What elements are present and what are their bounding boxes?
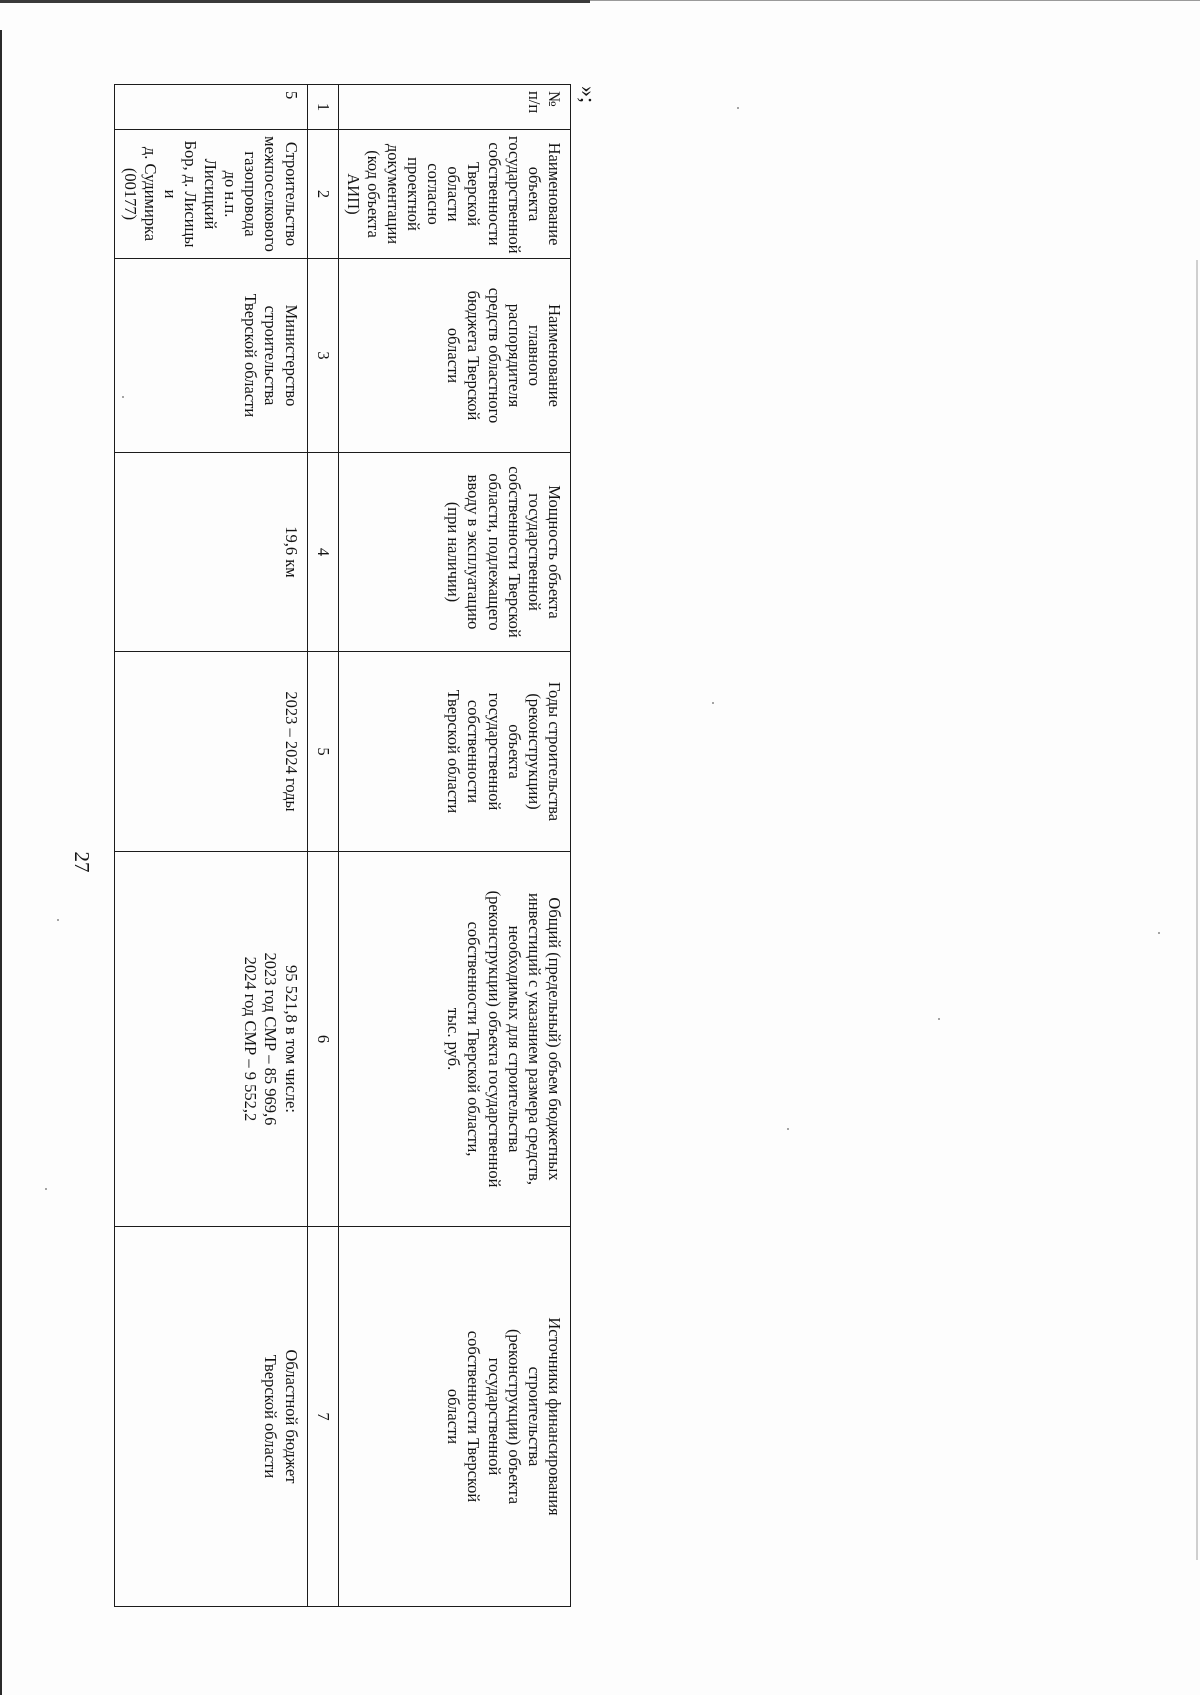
column-number-cell: 5 xyxy=(307,652,338,852)
header-cell-manager: Наименование главного распорядителя средств областного бюджета Тверской области xyxy=(338,259,570,453)
page-number: 27 xyxy=(70,851,94,873)
funding-source-cell: Областной бюджет Тверской области xyxy=(115,1227,307,1607)
scan-speck xyxy=(1158,932,1160,934)
scan-speck xyxy=(45,1188,47,1190)
header-cell-funding-source: Источники финансирования строительства (реконструкции) объекта государственной собственности Тверской области xyxy=(338,1227,570,1607)
column-number-cell: 2 xyxy=(307,130,338,259)
column-number-row xyxy=(307,85,338,1607)
scan-edge xyxy=(590,0,1200,1)
header-cell-investment: Общий (предельный) объем бюджетных инвестиций с указанием размера средств, необходимых для строительства (реконструкции) объекта государственной собственности Тверской области, тыс. руб. xyxy=(338,852,570,1227)
capacity-cell: 19,6 км xyxy=(115,453,307,652)
manager-cell: Министерство строительства Тверской области xyxy=(115,259,307,453)
header-cell-years: Годы строительства (реконструкции) объекта государственной собственности Тверской области xyxy=(338,652,570,852)
scan-edge xyxy=(1196,260,1198,1560)
scan-speck xyxy=(57,919,59,921)
scan-speck xyxy=(938,1018,940,1020)
scan-speck xyxy=(787,1128,789,1130)
scan-speck xyxy=(712,702,714,704)
column-number-cell: 7 xyxy=(307,1227,338,1607)
scan-edge xyxy=(0,30,2,1695)
column-number-cell: 4 xyxy=(307,453,338,652)
scan-speck xyxy=(737,107,739,109)
header-row xyxy=(338,85,570,1607)
header-cell-number: № п/п xyxy=(338,85,570,130)
header-cell-object-name: Наименование объекта государственной собственности Тверской области согласно проектной документации (код объекта АИП) xyxy=(338,130,570,259)
closing-quote-mark: »; xyxy=(576,86,601,104)
row-number-cell: 5 xyxy=(115,85,307,130)
scan-edge xyxy=(0,0,590,3)
column-number-cell: 3 xyxy=(307,259,338,453)
years-cell: 2023 – 2024 годы xyxy=(115,652,307,852)
investment-table xyxy=(115,84,572,1607)
investment-cell: 95 521,8 в том числе: 2023 год СМР – 85 969,6 2024 год СМР – 9 552,2 xyxy=(115,852,307,1227)
column-number-cell: 1 xyxy=(307,85,338,130)
object-name-cell: Строительство межпоселкового газопровода до н.п. Лисицкий Бор, д. Лисицы и д. Судимирка (00177) xyxy=(115,130,307,259)
rotated-table-container xyxy=(120,84,571,1606)
column-number-cell: 6 xyxy=(307,852,338,1227)
header-cell-capacity: Мощность объекта государственной собственности Тверской области, подлежащего вводу в эксплуатацию (при наличии) xyxy=(338,453,570,652)
table-row xyxy=(115,85,307,1607)
